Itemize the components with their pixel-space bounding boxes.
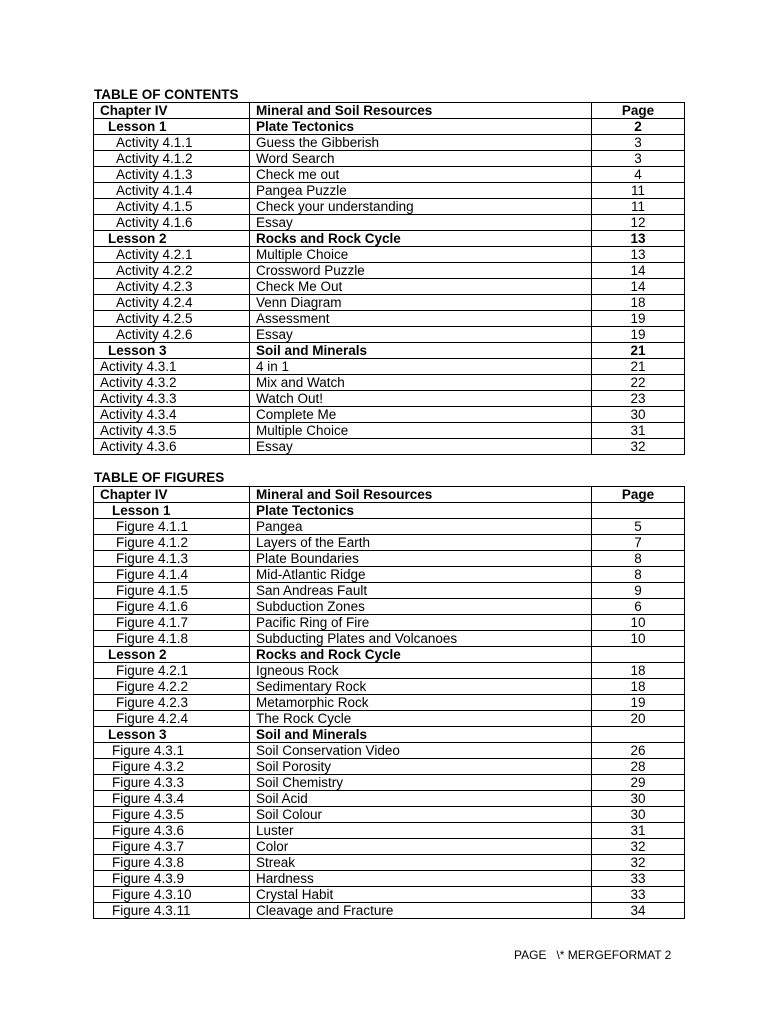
toc-title: Pangea Puzzle bbox=[250, 183, 592, 199]
toc-title: Venn Diagram bbox=[250, 295, 592, 311]
tof-page: 30 bbox=[592, 791, 685, 807]
tof-page: 33 bbox=[592, 871, 685, 887]
tof-page: 30 bbox=[592, 807, 685, 823]
tof-page: 18 bbox=[592, 663, 685, 679]
toc-title: Assessment bbox=[250, 311, 592, 327]
toc-row bbox=[94, 151, 685, 167]
tof-row bbox=[94, 519, 685, 535]
toc-header-row bbox=[94, 103, 685, 119]
toc-title: Watch Out! bbox=[250, 391, 592, 407]
tof-row bbox=[94, 535, 685, 551]
tof-label: Figure 4.3.2 bbox=[94, 759, 250, 775]
tof-row bbox=[94, 679, 685, 695]
tof-title: Streak bbox=[250, 855, 592, 871]
toc-page: 3 bbox=[592, 135, 685, 151]
tof-title: Soil and Minerals bbox=[250, 727, 592, 743]
toc-row bbox=[94, 135, 685, 151]
tof-header-chapter: Chapter IV bbox=[94, 487, 250, 503]
tof-title: Subduction Zones bbox=[250, 599, 592, 615]
tof-header-row bbox=[94, 487, 685, 503]
tof-page: 34 bbox=[592, 903, 685, 919]
toc-page: 3 bbox=[592, 151, 685, 167]
tof-label: Figure 4.3.9 bbox=[94, 871, 250, 887]
tof-lesson-row bbox=[94, 647, 685, 663]
tof-label: Lesson 1 bbox=[94, 503, 250, 519]
tof-page: 32 bbox=[592, 839, 685, 855]
toc-title: Check me out bbox=[250, 167, 592, 183]
toc-page: 14 bbox=[592, 279, 685, 295]
tof-row bbox=[94, 663, 685, 679]
tof-title: Subducting Plates and Volcanoes bbox=[250, 631, 592, 647]
toc-page: 11 bbox=[592, 199, 685, 215]
tof-page: 32 bbox=[592, 855, 685, 871]
tof-page: 5 bbox=[592, 519, 685, 535]
toc-row bbox=[94, 359, 685, 375]
toc-label: Activity 4.1.1 bbox=[94, 135, 250, 151]
tof-title: Cleavage and Fracture bbox=[250, 903, 592, 919]
toc-row bbox=[94, 391, 685, 407]
toc-lesson-row bbox=[94, 231, 685, 247]
toc-lesson-row bbox=[94, 119, 685, 135]
tof-label: Figure 4.1.8 bbox=[94, 631, 250, 647]
tof-row bbox=[94, 871, 685, 887]
tof-lesson-row bbox=[94, 503, 685, 519]
tof-label: Figure 4.1.1 bbox=[94, 519, 250, 535]
tof-page: 26 bbox=[592, 743, 685, 759]
toc-label: Activity 4.3.5 bbox=[94, 423, 250, 439]
toc-page: 19 bbox=[592, 327, 685, 343]
tof-title: TABLE OF FIGURES bbox=[94, 470, 225, 485]
tof-row bbox=[94, 823, 685, 839]
toc-label: Activity 4.1.3 bbox=[94, 167, 250, 183]
tof-page: 7 bbox=[592, 535, 685, 551]
toc-label: Lesson 3 bbox=[94, 343, 250, 359]
tof-row bbox=[94, 551, 685, 567]
tof-lesson-row bbox=[94, 727, 685, 743]
tof-page: 8 bbox=[592, 567, 685, 583]
toc-label: Lesson 1 bbox=[94, 119, 250, 135]
toc-title: Rocks and Rock Cycle bbox=[250, 231, 592, 247]
toc-title: Multiple Choice bbox=[250, 247, 592, 263]
tof-title: San Andreas Fault bbox=[250, 583, 592, 599]
tof-title: Igneous Rock bbox=[250, 663, 592, 679]
tof-row bbox=[94, 887, 685, 903]
tof-title: Soil Conservation Video bbox=[250, 743, 592, 759]
page-footer-field: PAGE \* MERGEFORMAT 2 bbox=[514, 948, 672, 962]
tof-page: 29 bbox=[592, 775, 685, 791]
tof-title: Mid-Atlantic Ridge bbox=[250, 567, 592, 583]
toc-page: 11 bbox=[592, 183, 685, 199]
toc-label: Activity 4.2.4 bbox=[94, 295, 250, 311]
tof-title: Luster bbox=[250, 823, 592, 839]
tof-page: 19 bbox=[592, 695, 685, 711]
toc-header-page: Page bbox=[592, 103, 685, 119]
tof-title: Rocks and Rock Cycle bbox=[250, 647, 592, 663]
toc-row bbox=[94, 439, 685, 455]
toc-title: Check Me Out bbox=[250, 279, 592, 295]
tof-label: Figure 4.3.11 bbox=[94, 903, 250, 919]
tof-row bbox=[94, 855, 685, 871]
tof-title: Hardness bbox=[250, 871, 592, 887]
tof-row bbox=[94, 711, 685, 727]
toc-title: Multiple Choice bbox=[250, 423, 592, 439]
tof-label: Figure 4.1.5 bbox=[94, 583, 250, 599]
toc-page: 2 bbox=[592, 119, 685, 135]
toc-page: 30 bbox=[592, 407, 685, 423]
tof-label: Lesson 2 bbox=[94, 647, 250, 663]
toc-row bbox=[94, 183, 685, 199]
toc-title: Essay bbox=[250, 327, 592, 343]
toc-title: Complete Me bbox=[250, 407, 592, 423]
tof-page: 10 bbox=[592, 615, 685, 631]
toc-page: 4 bbox=[592, 167, 685, 183]
toc-header-name: Mineral and Soil Resources bbox=[250, 103, 592, 119]
tof-row bbox=[94, 903, 685, 919]
toc-label: Activity 4.2.1 bbox=[94, 247, 250, 263]
toc-lesson-row bbox=[94, 343, 685, 359]
tof-page: 10 bbox=[592, 631, 685, 647]
tof-label: Figure 4.3.8 bbox=[94, 855, 250, 871]
tof-page: 20 bbox=[592, 711, 685, 727]
toc-label: Activity 4.1.6 bbox=[94, 215, 250, 231]
toc-row bbox=[94, 295, 685, 311]
toc-label: Activity 4.2.2 bbox=[94, 263, 250, 279]
toc-page: 18 bbox=[592, 295, 685, 311]
tof-label: Figure 4.3.5 bbox=[94, 807, 250, 823]
tof-page bbox=[592, 727, 685, 743]
tof-label: Lesson 3 bbox=[94, 727, 250, 743]
tof-title: Plate Tectonics bbox=[250, 503, 592, 519]
toc-title: Plate Tectonics bbox=[250, 119, 592, 135]
toc-title: Soil and Minerals bbox=[250, 343, 592, 359]
tof-title: Plate Boundaries bbox=[250, 551, 592, 567]
toc-row bbox=[94, 215, 685, 231]
toc-title: Essay bbox=[250, 215, 592, 231]
toc-row bbox=[94, 327, 685, 343]
toc-title: Word Search bbox=[250, 151, 592, 167]
toc-label: Activity 4.1.5 bbox=[94, 199, 250, 215]
tof-label: Figure 4.1.4 bbox=[94, 567, 250, 583]
toc-page: 13 bbox=[592, 247, 685, 263]
toc-row bbox=[94, 199, 685, 215]
tof-title: Soil Porosity bbox=[250, 759, 592, 775]
tof-label: Figure 4.1.3 bbox=[94, 551, 250, 567]
tof-label: Figure 4.3.4 bbox=[94, 791, 250, 807]
toc-label: Lesson 2 bbox=[94, 231, 250, 247]
tof-page bbox=[592, 647, 685, 663]
tof-page: 33 bbox=[592, 887, 685, 903]
tof-title: Pangea bbox=[250, 519, 592, 535]
toc-page: 23 bbox=[592, 391, 685, 407]
tof-page: 28 bbox=[592, 759, 685, 775]
tof-row bbox=[94, 583, 685, 599]
tof-label: Figure 4.3.1 bbox=[94, 743, 250, 759]
toc-title: Crossword Puzzle bbox=[250, 263, 592, 279]
tof-row bbox=[94, 807, 685, 823]
toc-label: Activity 4.3.6 bbox=[94, 439, 250, 455]
tof-label: Figure 4.1.6 bbox=[94, 599, 250, 615]
toc-label: Activity 4.3.2 bbox=[94, 375, 250, 391]
tof-label: Figure 4.2.3 bbox=[94, 695, 250, 711]
toc-label: Activity 4.3.4 bbox=[94, 407, 250, 423]
toc-page: 12 bbox=[592, 215, 685, 231]
tof-title: Soil Acid bbox=[250, 791, 592, 807]
tof-label: Figure 4.2.4 bbox=[94, 711, 250, 727]
toc-row bbox=[94, 279, 685, 295]
tof-label: Figure 4.3.6 bbox=[94, 823, 250, 839]
tof-label: Figure 4.1.7 bbox=[94, 615, 250, 631]
tof-header-page: Page bbox=[592, 487, 685, 503]
tof-page: 8 bbox=[592, 551, 685, 567]
tof-row bbox=[94, 791, 685, 807]
tof-title: Crystal Habit bbox=[250, 887, 592, 903]
toc-page: 31 bbox=[592, 423, 685, 439]
toc-page: 19 bbox=[592, 311, 685, 327]
tof-label: Figure 4.3.7 bbox=[94, 839, 250, 855]
tof-row bbox=[94, 743, 685, 759]
toc-row bbox=[94, 167, 685, 183]
tof-title: Soil Colour bbox=[250, 807, 592, 823]
tof-title: Sedimentary Rock bbox=[250, 679, 592, 695]
toc-label: Activity 4.1.2 bbox=[94, 151, 250, 167]
tof-title: Soil Chemistry bbox=[250, 775, 592, 791]
toc-title: Guess the Gibberish bbox=[250, 135, 592, 151]
toc-row bbox=[94, 423, 685, 439]
toc-row bbox=[94, 247, 685, 263]
toc-label: Activity 4.3.1 bbox=[94, 359, 250, 375]
toc-row bbox=[94, 375, 685, 391]
toc-label: Activity 4.2.5 bbox=[94, 311, 250, 327]
tof-row bbox=[94, 775, 685, 791]
toc-title: Check your understanding bbox=[250, 199, 592, 215]
tof-title: Layers of the Earth bbox=[250, 535, 592, 551]
toc-header-chapter: Chapter IV bbox=[94, 103, 250, 119]
toc-page: 14 bbox=[592, 263, 685, 279]
toc-row bbox=[94, 263, 685, 279]
tof-row bbox=[94, 839, 685, 855]
tof-label: Figure 4.1.2 bbox=[94, 535, 250, 551]
tof-row bbox=[94, 567, 685, 583]
tof-table bbox=[93, 486, 685, 919]
toc-page: 13 bbox=[592, 231, 685, 247]
toc-title: Essay bbox=[250, 439, 592, 455]
tof-row bbox=[94, 759, 685, 775]
tof-row bbox=[94, 615, 685, 631]
tof-row bbox=[94, 695, 685, 711]
tof-title: The Rock Cycle bbox=[250, 711, 592, 727]
toc-row bbox=[94, 311, 685, 327]
tof-row bbox=[94, 631, 685, 647]
tof-title: Color bbox=[250, 839, 592, 855]
toc-label: Activity 4.2.3 bbox=[94, 279, 250, 295]
tof-label: Figure 4.2.2 bbox=[94, 679, 250, 695]
tof-label: Figure 4.3.10 bbox=[94, 887, 250, 903]
tof-title: Metamorphic Rock bbox=[250, 695, 592, 711]
toc-page: 21 bbox=[592, 359, 685, 375]
tof-title: Pacific Ring of Fire bbox=[250, 615, 592, 631]
toc-table bbox=[93, 102, 685, 455]
toc-page: 21 bbox=[592, 343, 685, 359]
toc-label: Activity 4.2.6 bbox=[94, 327, 250, 343]
toc-page: 32 bbox=[592, 439, 685, 455]
toc-row bbox=[94, 407, 685, 423]
tof-label: Figure 4.2.1 bbox=[94, 663, 250, 679]
toc-title: 4 in 1 bbox=[250, 359, 592, 375]
tof-page: 31 bbox=[592, 823, 685, 839]
tof-header-name: Mineral and Soil Resources bbox=[250, 487, 592, 503]
tof-page bbox=[592, 503, 685, 519]
toc-title: Mix and Watch bbox=[250, 375, 592, 391]
tof-page: 18 bbox=[592, 679, 685, 695]
tof-label: Figure 4.3.3 bbox=[94, 775, 250, 791]
toc-label: Activity 4.1.4 bbox=[94, 183, 250, 199]
toc-page: 22 bbox=[592, 375, 685, 391]
tof-row bbox=[94, 599, 685, 615]
toc-label: Activity 4.3.3 bbox=[94, 391, 250, 407]
tof-page: 6 bbox=[592, 599, 685, 615]
toc-title: TABLE OF CONTENTS bbox=[94, 87, 239, 102]
tof-page: 9 bbox=[592, 583, 685, 599]
